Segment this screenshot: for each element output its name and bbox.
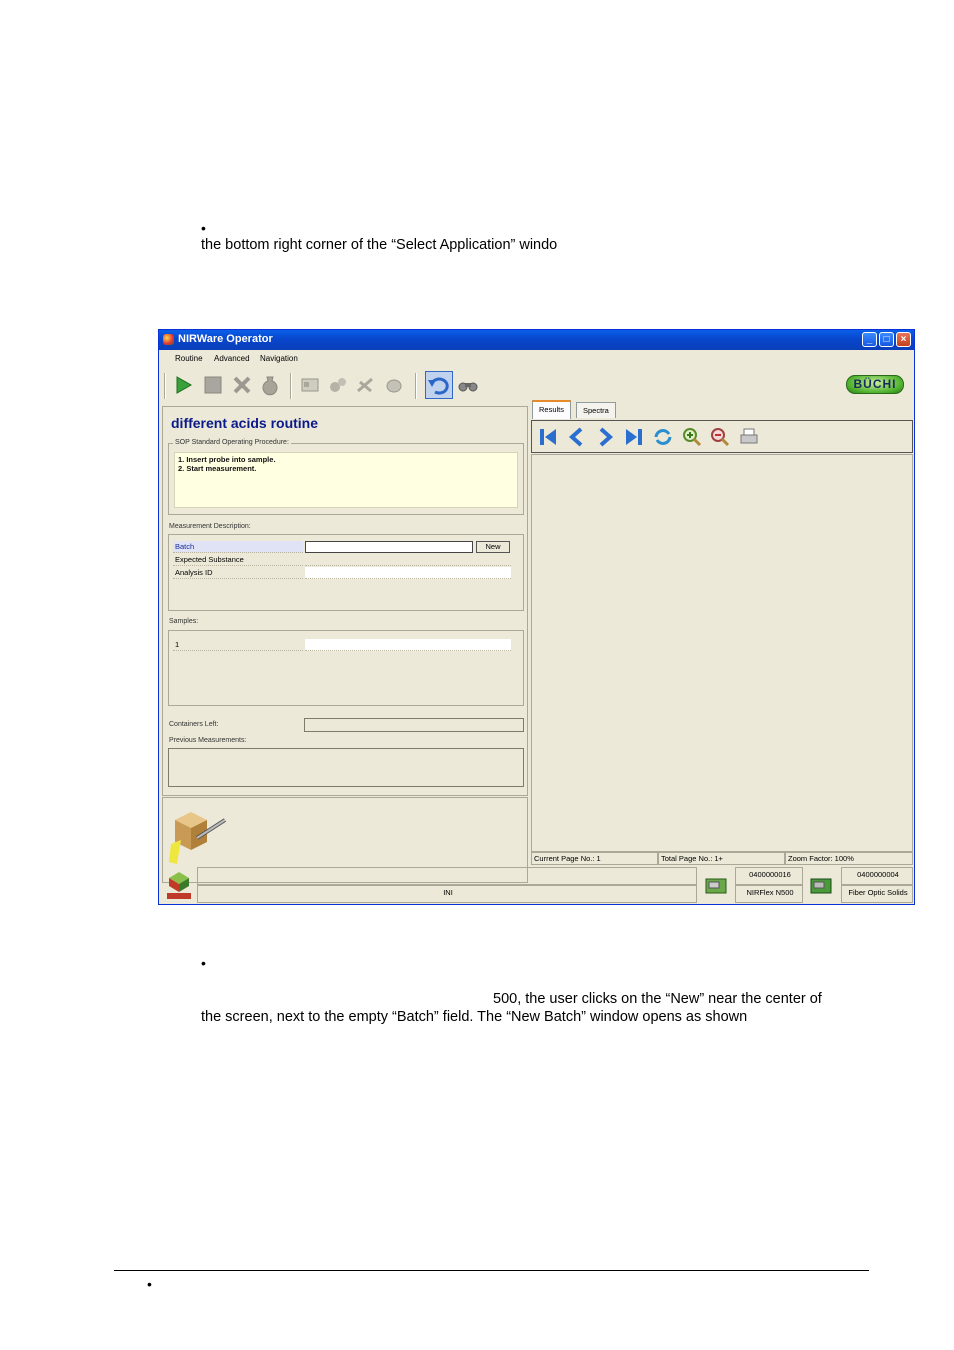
routine-title: different acids routine [171,415,319,431]
expected-substance-label: Expected Substance [173,554,303,566]
module-name: Fiber Optic Solids [841,885,913,903]
maximize-button[interactable]: □ [879,332,894,347]
stop-icon[interactable] [202,374,224,396]
zoom-in-icon[interactable] [681,426,703,448]
analysis-id-row [173,567,511,579]
menu-advanced[interactable]: Advanced [214,354,250,363]
instrument-icon [704,874,730,896]
sop-line: 2. Start measurement. [178,464,257,473]
batch-row [173,541,511,553]
footer-rule [114,1270,869,1271]
card-icon[interactable] [299,374,321,396]
sample-label: 1 [173,639,303,651]
zoom-factor-status: Zoom Factor: 100% [785,852,913,865]
buchi-logo: BÜCHI [846,375,904,394]
instrument-name: NIRFlex N500 [735,885,803,903]
sop-line: 1. Insert probe into sample. [178,455,276,464]
play-icon[interactable] [172,374,194,396]
window-title: NIRWare Operator [178,333,273,345]
binoculars-icon[interactable] [457,374,479,396]
previous-measurements-box [168,748,524,787]
nir-logo-icon [165,870,193,900]
analysis-id-label: Analysis ID [173,567,303,579]
status-cell-top [197,867,697,885]
bullet: • [201,955,206,971]
cancel-icon[interactable] [231,374,253,396]
expected-substance-row [173,554,511,566]
containers-left-label: Containers Left: [169,721,219,728]
batch-field[interactable] [305,541,473,553]
bullet: • [201,220,206,236]
module-icon [809,874,835,896]
analysis-id-field[interactable] [305,567,511,579]
zoom-out-icon[interactable] [709,426,731,448]
hand-icon[interactable] [383,374,405,396]
menu-routine[interactable]: Routine [175,354,203,363]
samples-label: Samples: [169,618,199,625]
close-button[interactable]: × [896,332,911,347]
app-icon [163,334,174,345]
previous-measurements-label: Previous Measurements: [169,737,247,744]
first-page-icon[interactable] [537,426,559,448]
status-cell-center: INI [197,885,697,903]
sop-group [168,439,524,515]
results-status-bar [531,852,913,865]
containers-left-field [304,718,524,732]
box-probe-icon [167,804,231,866]
menu-bar [159,350,914,366]
refresh-icon[interactable] [652,426,674,448]
instrument-serial: 0400000016 [735,867,803,885]
doc-line-1: the bottom right corner of the “Select Application” windo [201,237,558,253]
last-page-icon[interactable] [623,426,645,448]
toolbar-separator [164,373,165,399]
routine-panel [162,406,528,796]
toolbar-separator [415,373,416,399]
doc-line-2: 500, the user clicks on the “New” near the center of [493,991,822,1007]
sample-row [173,639,511,651]
tab-spectra[interactable]: Spectra [576,402,616,418]
results-content-area [531,454,913,852]
gears-icon[interactable] [327,374,349,396]
prev-page-icon[interactable] [566,426,588,448]
print-icon[interactable] [738,426,760,448]
bag-icon[interactable] [259,374,281,396]
samples-group [168,630,524,706]
sample-field[interactable] [305,639,511,651]
minimize-button[interactable]: _ [862,332,877,347]
results-toolbar [531,420,913,453]
total-page-status: Total Page No.: 1+ [658,852,785,865]
expected-substance-field[interactable] [305,554,511,566]
menu-navigation[interactable]: Navigation [260,354,298,363]
main-status-bar [159,867,914,904]
nirware-window [158,329,915,905]
next-page-icon[interactable] [594,426,616,448]
tools-icon[interactable] [355,374,377,396]
undo-icon[interactable] [425,371,453,399]
bullet: • [147,1276,152,1292]
tab-results[interactable]: Results [532,400,571,419]
title-bar[interactable] [159,330,914,350]
module-serial: 0400000004 [841,867,913,885]
new-batch-button[interactable]: New [476,541,510,553]
toolbar-separator [290,373,291,399]
measurement-group [168,534,524,611]
doc-line-3: the screen, next to the empty “Batch” field. The “New Batch” window opens as shown [201,1009,748,1025]
sop-text-area [174,452,518,508]
sop-label: SOP Standard Operating Procedure: [175,439,289,446]
current-page-status: Current Page No.: 1 [531,852,658,865]
measurement-description-label: Measurement Description: [169,523,251,530]
batch-label: Batch [173,541,303,553]
